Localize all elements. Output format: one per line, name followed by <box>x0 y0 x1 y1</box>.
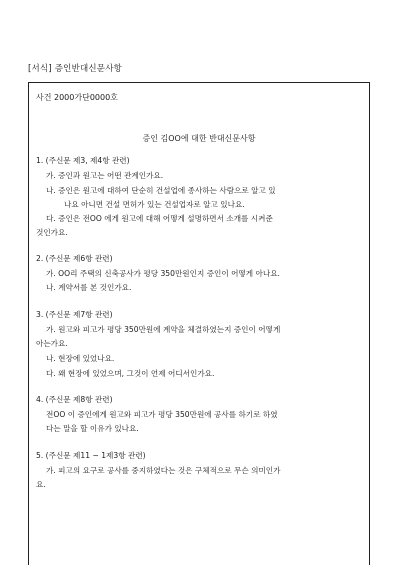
question-1-na: 나. 증인은 원고에 대하여 단순히 건설업에 종사하는 사람으로 알고 있 <box>46 186 276 195</box>
question-2-na: 나. 계약서를 본 것인가요. <box>46 283 132 292</box>
question-3-ga-cont: 아는가요. <box>36 339 68 348</box>
section-3-heading: 3. (주신문 제7항 관련) <box>36 310 113 319</box>
form-label: [서식] 증인반대신문사항 <box>28 64 123 74</box>
section-2-heading: 2. (주신문 제6항 관련) <box>36 254 113 263</box>
question-3-da: 다. 왜 현장에 있었으며, 그것이 언제 어디서인가요. <box>46 369 215 378</box>
question-2-ga: 가. OO리 주택의 신축공사가 평당 350만원인지 증인이 어떻게 아나요. <box>46 269 280 278</box>
question-1-da: 다. 증인은 전OO 에게 원고에 대해 어떻게 설명하면서 소개를 시켜준 <box>46 214 273 223</box>
question-3-ga: 가. 원고와 피고가 평당 350만원에 계약을 체결하였는지 증인이 어떻게 <box>46 325 281 334</box>
document-box <box>28 82 370 565</box>
question-4: 전OO 이 증인에게 원고와 피고가 평당 350만원에 공사를 하기로 하였 <box>46 410 278 419</box>
section-1-heading: 1. (주신문 제3, 제4항 관련) <box>36 156 130 165</box>
document-title: 증인 김OO에 대한 반대신문사항 <box>142 134 256 143</box>
question-5-ga: 가. 피고의 요구로 공사를 중지하였다는 것은 구체적으로 무슨 의미인가 <box>46 466 281 475</box>
section-4-heading: 4. (주신문 제8항 관련) <box>36 395 113 404</box>
question-4-cont: 다는 말을 할 이유가 있나요. <box>46 424 139 433</box>
question-1-da-cont: 것인가요. <box>36 228 68 237</box>
question-5-ga-cont: 요. <box>36 480 46 489</box>
question-1-na-cont: 나요 아니면 건설 면허가 있는 건설업자로 알고 있나요. <box>64 200 245 209</box>
case-number: 사건 2000가단0000호 <box>36 93 118 102</box>
question-3-na: 나. 현장에 있었나요. <box>46 354 115 363</box>
section-5-heading: 5. (주신문 제11 ~ 1제3항 관련) <box>36 451 146 460</box>
question-1-ga: 가. 증인과 원고는 어떤 관계인가요. <box>46 171 164 180</box>
